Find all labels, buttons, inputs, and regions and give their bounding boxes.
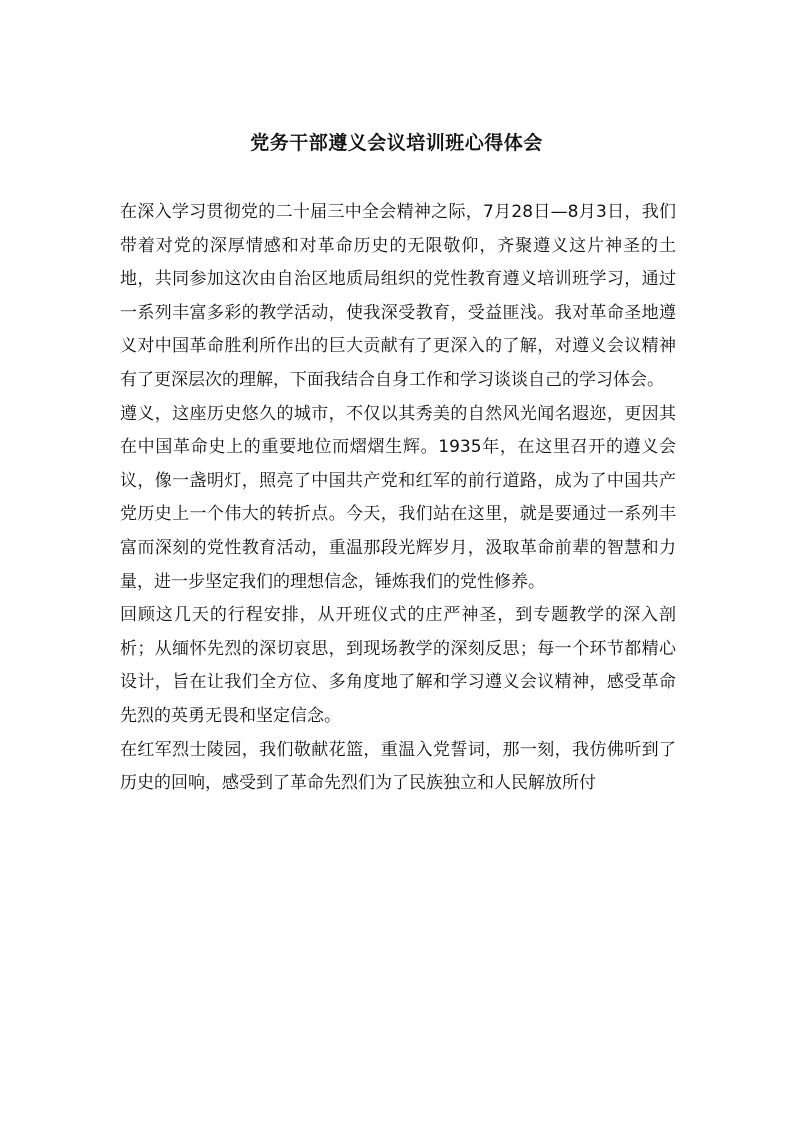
paragraph-2: 遵义，这座历史悠久的城市，不仅以其秀美的自然风光闻名遐迩，更因其在中国革命史上的重要地位而熠熠生辉。1935年，在这里召开的遵义会议，像一盏明灯，照亮了中国共产党和红军的前行道路，成为了中国共产党历史上一个伟大的转折点。今天，我们站在这里，就是要通过一系列丰富而深刻的党性教育活动，重温那段光辉岁月，汲取革命前辈的智慧和力量，进一步坚定我们的理想信念，锤炼我们的党性修养。: [120, 403, 676, 592]
paragraph-4: 在红军烈士陵园，我们敬献花篮，重温入党誓词，那一刻，我仿佛听到了历史的回响，感受到了革命先烈们为了民族独立和人民解放所付: [120, 739, 676, 794]
document-body: [120, 196, 676, 801]
paragraph-1: 在深入学习贯彻党的二十届三中全会精神之际，7月28日—8月3日，我们带着对党的深厚情感和对革命历史的无限敬仰，齐聚遵义这片神圣的土地，共同参加这次由自治区地质局组织的党性教育遵义培训班学习，通过一系列丰富多彩的教学活动，使我深受教育，受益匪浅。我对革命圣地遵义对中国革命胜利所作出的巨大贡献有了更深入的了解，对遵义会议精神有了更深层次的理解，下面我结合自身工作和学习谈谈自己的学习体会。: [120, 202, 676, 390]
document-title: 党务干部遵义会议培训班心得体会: [250, 132, 543, 154]
paragraph-3: 回顾这几天的行程安排，从开班仪式的庄严神圣，到专题教学的深入剖析；从缅怀先烈的深切哀思，到现场教学的深刻反思；每一个环节都精心设计，旨在让我们全方位、多角度地了解和学习遵义会议精神，感受革命先烈的英勇无畏和坚定信念。: [120, 605, 676, 726]
